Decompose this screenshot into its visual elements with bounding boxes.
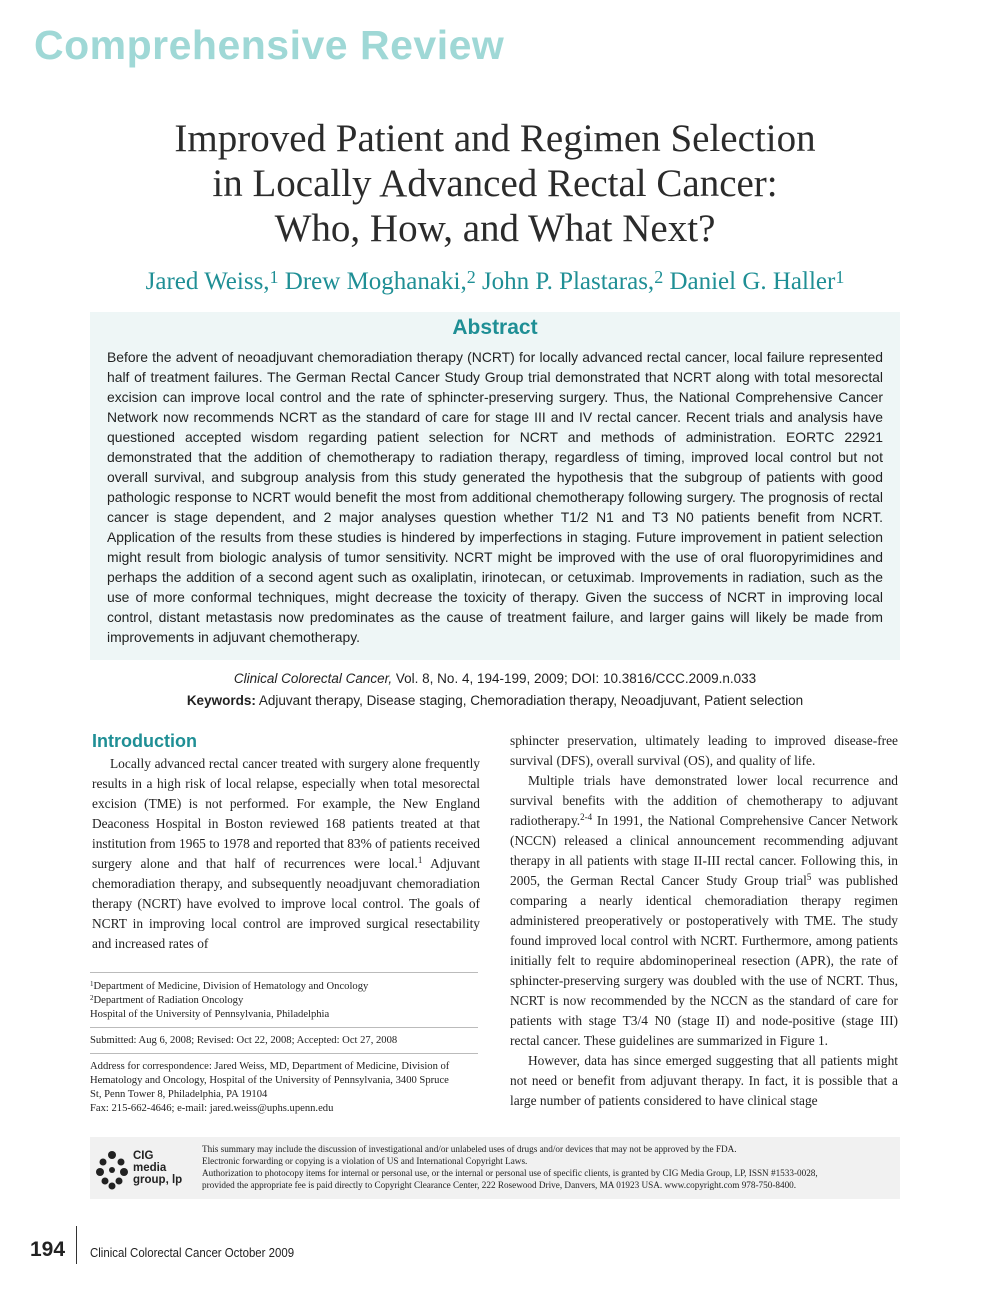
affiliation-line: [90, 980, 368, 994]
affiliation-line: [90, 994, 368, 1008]
introduction-heading: Introduction: [92, 731, 197, 751]
author-name: John P. Plastaras,: [481, 268, 655, 295]
disclaimer-line: Electronic forwarding or copying is a violation of US and International Copyright Laws.: [202, 1156, 528, 1166]
reference-marker: 1: [417, 855, 423, 865]
logo-line: group, lp: [133, 1174, 183, 1186]
correspondence-line: St, Penn Tower 8, Philadelphia, PA 19104: [90, 1089, 268, 1100]
section-label: Comprehensive Review: [34, 22, 505, 68]
running-footer: Clinical Colorectal Cancer October 2009: [90, 1245, 295, 1260]
notes-divider: [90, 1053, 478, 1054]
affiliation-text: Department of Medicine, Division of Hematology and Oncology: [93, 981, 369, 992]
body-text: Multiple trials have demonstrated lower local recurrence and survival benefits with the addition of chemotherapy to adjuvant radiotherapy.: [510, 773, 898, 828]
page-number: 194: [30, 1238, 66, 1261]
footer-divider: [76, 1226, 77, 1264]
disclaimer-line: This summary may include the discussion of investigational and/or unlabeled uses of drugs and/or devices that may not be approved by the FDA.: [202, 1144, 737, 1154]
correspondence-email: Fax: 215-662-4646; e-mail: jared.weiss@uphs.upenn.edu: [90, 1103, 334, 1114]
reference-marker: 2-4: [580, 812, 593, 822]
author-name: Jared Weiss,: [145, 268, 270, 295]
author-affiliation: 1: [269, 267, 279, 287]
body-text: was published comparing a nearly identical chemoradiation therapy regimen administered preoperatively or postoperatively with TME. The study found improved local control with NCRT. Furthermore, among patients initially felt to require abdominoperineal resection (APR), the rate of sphincter-preserving surgery was doubled with the use of NCRT. Thus, NCRT is now recommended by the NCCN as the standard of care for patients with stage T3/4 N0 (stage II) and node-positive (stage III) rectal cancer. These guidelines are summarized in Figure 1.: [510, 873, 898, 1048]
author-affiliation: 2: [654, 267, 664, 287]
cig-logo-icon: [95, 1150, 129, 1190]
citation-details: Vol. 8, No. 4, 194-199, 2009; DOI: 10.3816/CCC.2009.n.033: [392, 671, 757, 686]
notes-divider: [90, 1027, 478, 1028]
body-paragraph: [92, 754, 480, 954]
logo-line: media: [133, 1162, 167, 1174]
body-paragraph: sphincter preservation, ultimately leading to improved disease-free survival (DFS), overall survival (OS), and quality of life.: [510, 733, 898, 768]
title-line: Improved Patient and Regimen Selection: [174, 117, 816, 160]
author-affiliation: 1: [835, 267, 845, 287]
body-column-left: [92, 754, 480, 954]
body-text: In 1991, the National Comprehensive Cancer Network (NCCN) released a clinical announcement recommending adjuvant therapy in all patients with stage II-III rectal cancer. Following this, in 2005, the German Rectal Cancer Study Group trial: [510, 813, 898, 888]
affiliation-marker: 1: [90, 980, 94, 988]
body-paragraph: [510, 771, 898, 1051]
body-paragraph: However, data has since emerged suggesting that all patients might not need or benefit from adjuvant therapy. In fact, it is possible that a large number of patients considered to have clinical stage: [510, 1053, 898, 1108]
correspondence-line: Hematology and Oncology, Hospital of the University of Pennsylvania, 3400 Spruce: [90, 1075, 449, 1086]
citation-journal: Clinical Colorectal Cancer,: [233, 671, 393, 686]
affiliation-marker: 2: [90, 994, 94, 1002]
correspondence-line: Address for correspondence: Jared Weiss, MD, Department of Medicine, Division of: [90, 1061, 450, 1072]
submission-dates: [90, 1034, 397, 1048]
affiliation-line: [90, 1008, 368, 1022]
author-affiliation: 2: [466, 267, 476, 287]
title-line: in Locally Advanced Rectal Cancer:: [212, 162, 778, 205]
disclaimer-line: Authorization to photocopy items for internal or personal use, or the internal or personal use of specific clients, is granted by CIG Media Group, LP, ISSN #1533-0028,: [202, 1168, 818, 1178]
abstract-text: Before the advent of neoadjuvant chemoradiation therapy (NCRT) for locally advanced rectal cancer, local failure represented half of treatment failures. The German Rectal Cancer Study Group trial demonstrated that NCRT along with total mesorectal excision can improve local control and the rate of sphincter-preserving surgery. Thus, the National Comprehensive Cancer Network now recommends NCRT as the standard of care for stage III and IV rectal cancer. Recent trials and analysis have questioned accepted wisdom regarding patient selection for NCRT and methods of administration. EORTC 22921 demonstrated that the addition of chemotherapy to radiation therapy, regardless of timing, improved local control but not overall survival, and subgroup analysis from this study generated the hypothesis that the subgroup of patients with good pathologic response to NCRT would benefit the most from additional chemotherapy following surgery. The prognosis of rectal cancer is stage dependent, and 2 major analyses question whether T1/2 N1 and T3 N0 patients benefit from NCRT. Application of the results from these studies is hindered by imperfections in staging. Future improvement in patient selection might result from biologic analysis of tumor sensitivity. NCRT might be improved with the use of oral fluoropyrimidines and perhaps the addition of a second agent such as oxaliplatin, irinotecan, or cetuximab. Improvements in radiation, such as the use of more conformal techniques, might decrease the toxicity of therapy. Given the success of NCRT in improving local control, distant metastasis now predominates as the cause of treatment failure, and larger gains will likely be made from improvements in adjuvant chemotherapy.: [107, 349, 883, 645]
keywords-list: Adjuvant therapy, Disease staging, Chemoradiation therapy, Neoadjuvant, Patient selection: [255, 693, 804, 708]
author-list: [60, 268, 930, 296]
body-column-right: [510, 731, 898, 1111]
abstract-heading: Abstract: [452, 316, 538, 339]
author-name: Drew Moghanaki,: [284, 268, 467, 295]
copyright-disclaimer: [202, 1143, 894, 1191]
publisher-logo-text: [133, 1150, 182, 1186]
citation: [90, 668, 900, 689]
correspondence: [90, 1060, 449, 1116]
logo-line: CIG: [133, 1150, 154, 1162]
keywords: [90, 690, 900, 711]
article-title: [60, 116, 930, 251]
body-text: Adjuvant chemoradiation therapy, and subsequently neoadjuvant chemoradiation therapy (NCRT) have evolved to improve local control. The goals of NCRT in improving local control are improved surgical resectability and increased rates of: [92, 856, 480, 951]
reference-marker: 5: [806, 872, 812, 882]
author-name: Daniel G. Haller: [669, 268, 836, 295]
notes-divider: [90, 972, 478, 973]
title-line: Who, How, and What Next?: [274, 207, 716, 250]
body-text: Locally advanced rectal cancer treated with surgery alone frequently results in a high risk of local relapse, especially when total mesorectal excision (TME) is not performed. For example, the New England Deaconess Hospital in Boston reviewed 168 patients treated at that institution from 1965 to 1978 and reported that 83% of patients received surgery alone and that half of recurrences were local.: [92, 756, 480, 871]
affiliations: [90, 980, 368, 1022]
keywords-label: Keywords:: [186, 693, 256, 708]
affiliation-text: Hospital of the University of Pennsylvania, Philadelphia: [90, 1009, 330, 1020]
dates-text: Submitted: Aug 6, 2008; Revised: Oct 22, 2008; Accepted: Oct 27, 2008: [90, 1035, 398, 1046]
affiliation-text: Department of Radiation Oncology: [93, 995, 244, 1006]
disclaimer-line: provided the appropriate fee is paid directly to Copyright Clearance Center, 222 Rosewood Drive, Danvers, MA 01923 USA. www.copyright.com 978-750-8400.: [202, 1180, 797, 1190]
